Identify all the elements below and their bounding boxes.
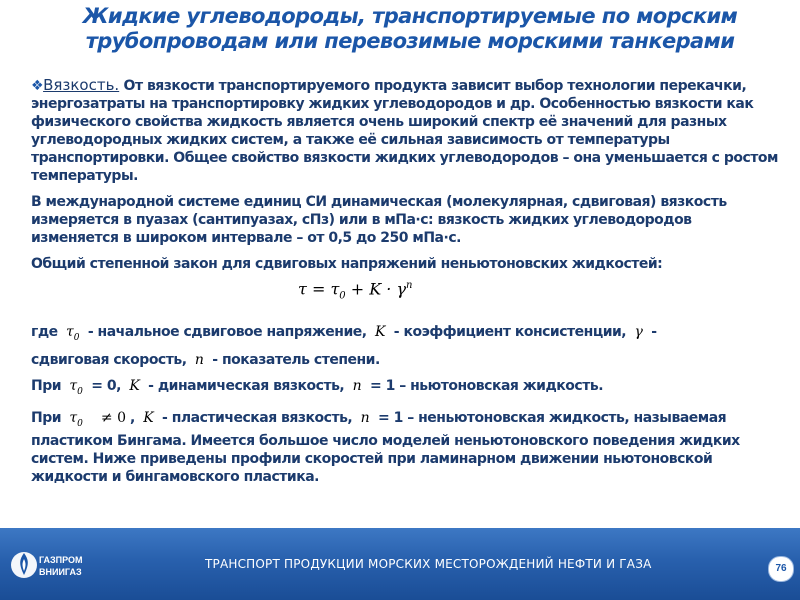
case1-symbol-tau0 <box>65 377 86 397</box>
case1-text-d: = 1 – ньютоновская жидкость. <box>365 377 604 394</box>
paragraph-si-units: В международной системе единиц СИ динамическая (молекулярная, сдвиговая) вязкость измеряется в пуазах (сантипуазах, сПз) или в мПа·с: вязкость жидких углеводородов изменяется в широком интервале – от 0,5 до 250 мПа·с. <box>31 194 727 246</box>
symbol-tau: τ <box>66 324 74 340</box>
where-text-3: - коэффициент консистенции, <box>389 324 631 340</box>
title-line-2: трубопроводам или перевозимые морскими танкерами <box>85 29 735 53</box>
paragraph-where-2 <box>31 351 781 369</box>
symbol-sub0: 0 <box>73 332 80 343</box>
where-text-2: - начальное сдвиговое напряжение, <box>83 324 371 340</box>
where-text-4: - <box>646 324 657 340</box>
formula-lhs: τ <box>298 279 307 299</box>
symbol-n: n <box>194 351 204 368</box>
case2-zero: 0 <box>117 409 127 426</box>
formula-eq: = <box>306 279 331 299</box>
symbol-tau0 <box>62 324 83 343</box>
where-text-5: сдвиговая скорость, <box>31 351 191 368</box>
formula-row <box>31 281 781 323</box>
case1-text-b: = 0, <box>86 377 126 394</box>
case2-text-d: = 1 – неньютоновская жидкость, называемая пластиком Бингама. Имеется большое число моделей неньютоновского поведения жидких систем. Ниже приведены профили скоростей при ламинарном движении ньютоновской жидкости и бингамовского пластика. <box>31 409 740 486</box>
paragraph-viscosity <box>31 76 781 185</box>
formula-sub0: 0 <box>339 290 346 302</box>
paragraph-where-1 <box>31 323 781 347</box>
case1-tau: τ <box>69 377 78 394</box>
footer-bar <box>0 528 800 600</box>
slide-body <box>31 76 781 494</box>
case2-symbol-k: K <box>143 409 154 426</box>
case1-text-c: - динамическая вязкость, <box>143 377 349 394</box>
symbol-k: K <box>374 324 386 340</box>
case1-symbol-k: K <box>129 377 140 394</box>
paragraph-case-bingham <box>31 409 781 487</box>
case1-symbol-n: n <box>352 377 362 394</box>
logo-line-2: ВНИИГАЗ <box>39 567 82 577</box>
formula-exp: n <box>406 280 413 291</box>
gazprom-flame-icon <box>10 545 90 585</box>
case2-tau: τ <box>69 409 78 426</box>
term-viscosity: Вязкость. <box>43 76 120 94</box>
case2-sub0: 0 <box>77 418 83 429</box>
slide-title <box>60 4 760 54</box>
title-line-1: Жидкие углеводороды, транспортируемые по морским <box>82 4 738 28</box>
formula-tau: τ <box>330 279 340 299</box>
case1-sub0: 0 <box>77 386 83 397</box>
power-law-formula <box>298 277 412 306</box>
case2-symbol-tau0 <box>65 409 130 429</box>
footer-title: ТРАНСПОРТ ПРОДУКЦИИ МОРСКИХ МЕСТОРОЖДЕНИЙ НЕФТИ И ГАЗА <box>205 557 652 571</box>
case2-text-c: - пластическая вязкость, <box>157 409 357 426</box>
paragraph-power-law: Общий степенной закон для сдвиговых напряжений неньютоновских жидкостей: <box>31 256 663 272</box>
diamond-bullet-icon: ❖ <box>31 78 44 94</box>
paragraph-1-text: От вязкости транспортируемого продукта зависит выбор технологии перекачки, энергозатраты на транспортировку жидких углеводородов и др. Особенностью вязкости как физического свойства жидкость является очень широкий спектр её значений для разных углеводородных жидких систем, а также её сильная зависимость от температуры транспортировки. Общее свойство вязкости жидких углеводородов – она уменьшается с ростом температуры. <box>31 78 778 184</box>
logo-line-1: ГАЗПРОМ <box>39 555 83 565</box>
paragraph-case-newtonian <box>31 377 781 401</box>
case2-symbol-n: n <box>360 409 370 426</box>
formula-plus: + <box>345 279 370 299</box>
case2-text-b: , <box>130 409 140 426</box>
case1-text-a: При <box>31 377 66 394</box>
case2-text-a: При <box>31 409 66 426</box>
case2-neq: ≠ <box>100 409 113 426</box>
where-text-1: где <box>31 324 62 340</box>
page-number-badge: 76 <box>768 556 794 582</box>
symbol-gamma: γ <box>634 324 643 340</box>
formula-gamma: γ <box>396 279 407 299</box>
where-text-6: - показатель степени. <box>207 351 380 368</box>
formula-k: K <box>369 279 382 299</box>
formula-dot: · <box>381 279 397 299</box>
